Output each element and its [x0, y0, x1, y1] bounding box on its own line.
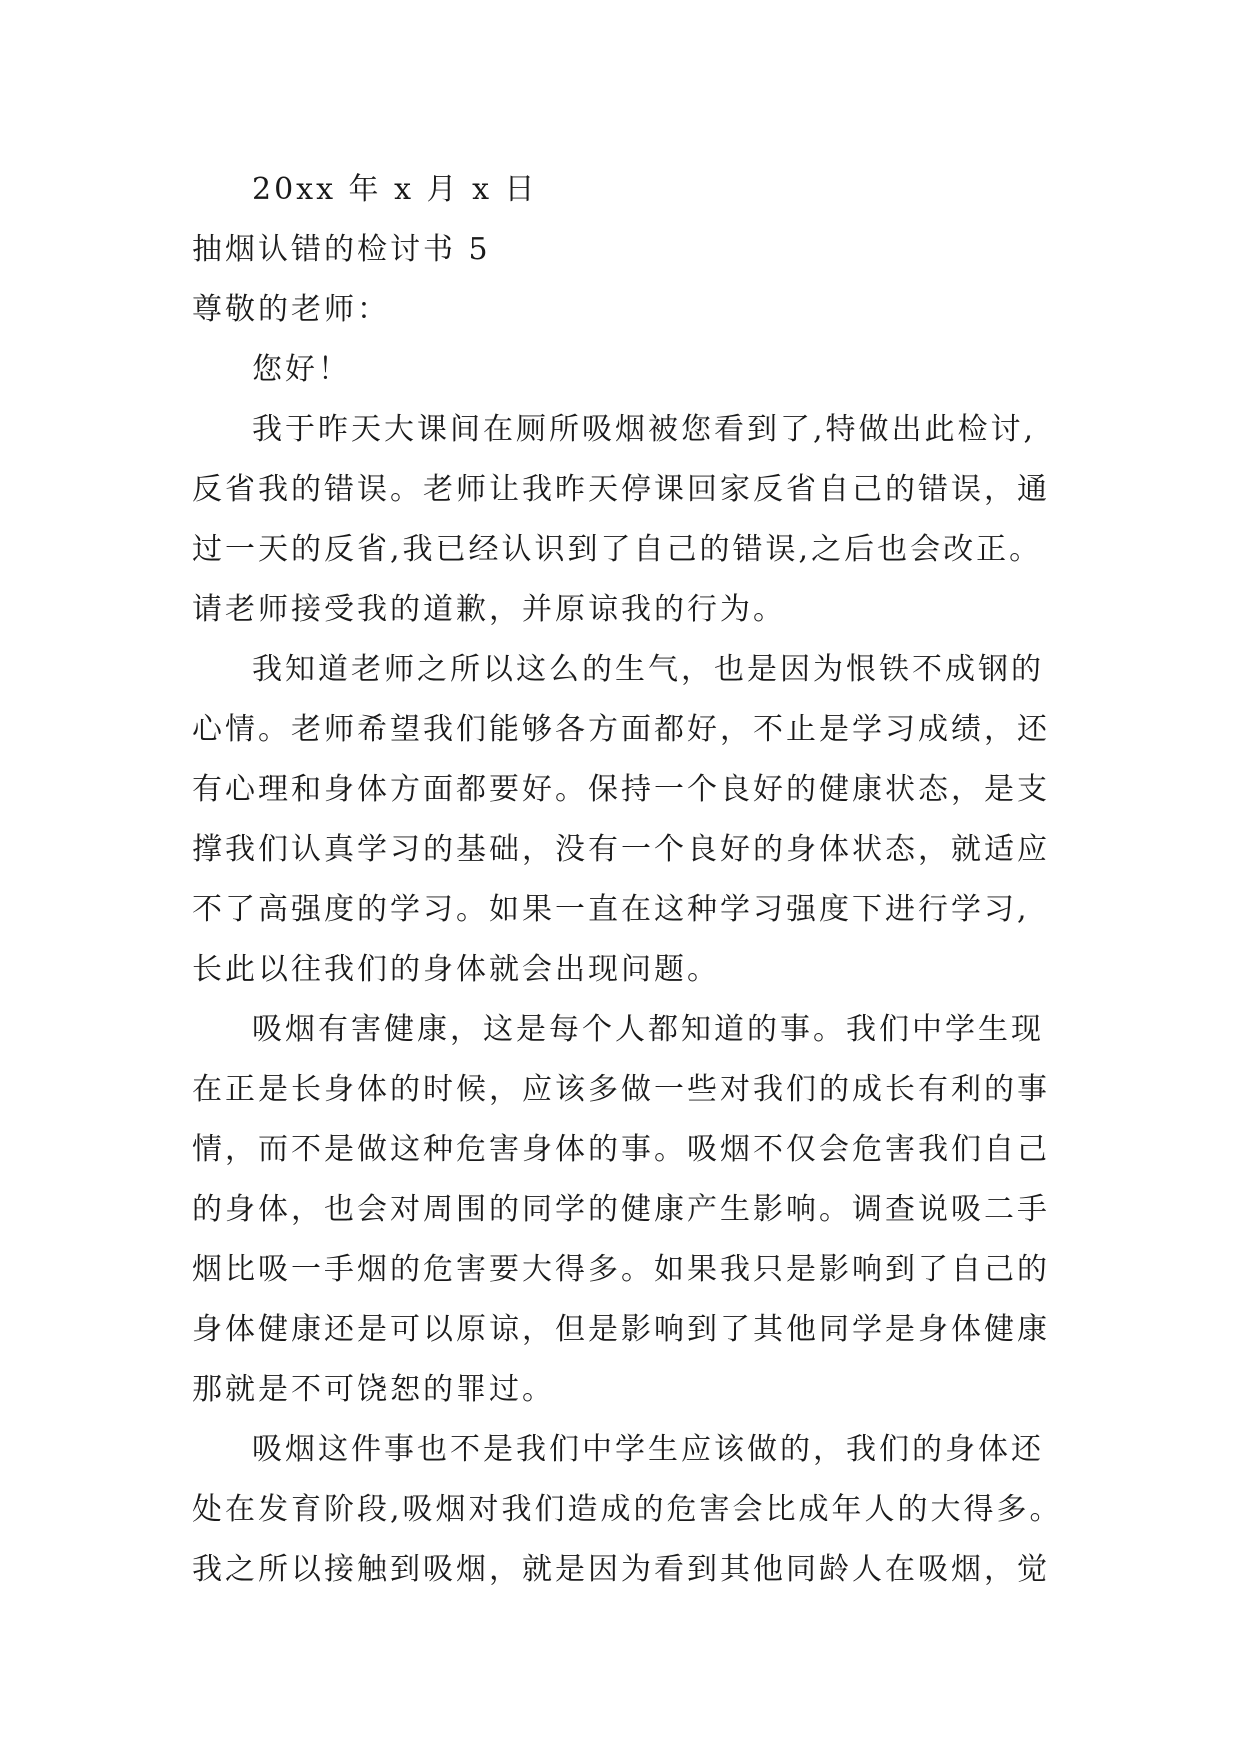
salutation: 尊敬的老师： [192, 292, 390, 327]
greeting: 您好！ [252, 352, 351, 387]
paragraph-line: 长此以往我们的身体就会出现问题。 [192, 952, 720, 987]
paragraph-4 [192, 1420, 1063, 1600]
paragraph-line: 烟比吸一手烟的危害要大得多。如果我只是影响到了自己的 [192, 1252, 1050, 1287]
paragraph-line: 吸烟有害健康，这是每个人都知道的事。我们中学生现 [252, 1012, 1044, 1047]
paragraph-line: 那就是不可饶恕的罪过。 [192, 1372, 555, 1407]
paragraph-line: 我知道老师之所以这么的生气，也是因为恨铁不成钢的 [252, 652, 1044, 687]
paragraph-3 [192, 1000, 1052, 1420]
paragraph-line: 处在发育阶段,吸烟对我们造成的危害会比成年人的大得多。 [192, 1492, 1063, 1527]
document-body [192, 160, 1063, 1600]
paragraph-line: 的身体，也会对周围的同学的健康产生影响。调查说吸二手 [192, 1192, 1050, 1227]
paragraph-line: 反省我的错误。老师让我昨天停课回家反省自己的错误，通 [192, 472, 1050, 507]
paragraph-line: 心情。老师希望我们能够各方面都好，不止是学习成绩，还 [192, 712, 1050, 747]
paragraph-line: 不了高强度的学习。如果一直在这种学习强度下进行学习, [192, 892, 1030, 927]
paragraph-2 [192, 640, 1052, 1000]
paragraph-line: 过一天的反省,我已经认识到了自己的错误,之后也会改正。 [192, 532, 1043, 567]
paragraph-1 [192, 400, 1052, 640]
paragraph-line: 我于昨天大课间在厕所吸烟被您看到了,特做出此检讨, [252, 412, 1037, 447]
document-title: 抽烟认错的检讨书 5 [192, 232, 491, 267]
paragraph-line: 我之所以接触到吸烟，就是因为看到其他同龄人在吸烟，觉 [192, 1552, 1050, 1587]
date-line: 20xx 年 x 月 x 日 [252, 172, 538, 207]
paragraph-line: 撑我们认真学习的基础，没有一个良好的身体状态，就适应 [192, 832, 1050, 867]
paragraph-line: 有心理和身体方面都要好。保持一个良好的健康状态，是支 [192, 772, 1050, 807]
paragraph-line: 在正是长身体的时候，应该多做一些对我们的成长有利的事 [192, 1072, 1050, 1107]
paragraph-line: 情，而不是做这种危害身体的事。吸烟不仅会危害我们自己 [192, 1132, 1050, 1167]
paragraph-line: 请老师接受我的道歉，并原谅我的行为。 [192, 592, 786, 627]
paragraph-line: 吸烟这件事也不是我们中学生应该做的，我们的身体还 [252, 1432, 1044, 1467]
paragraph-line: 身体健康还是可以原谅，但是影响到了其他同学是身体健康 [192, 1312, 1050, 1347]
